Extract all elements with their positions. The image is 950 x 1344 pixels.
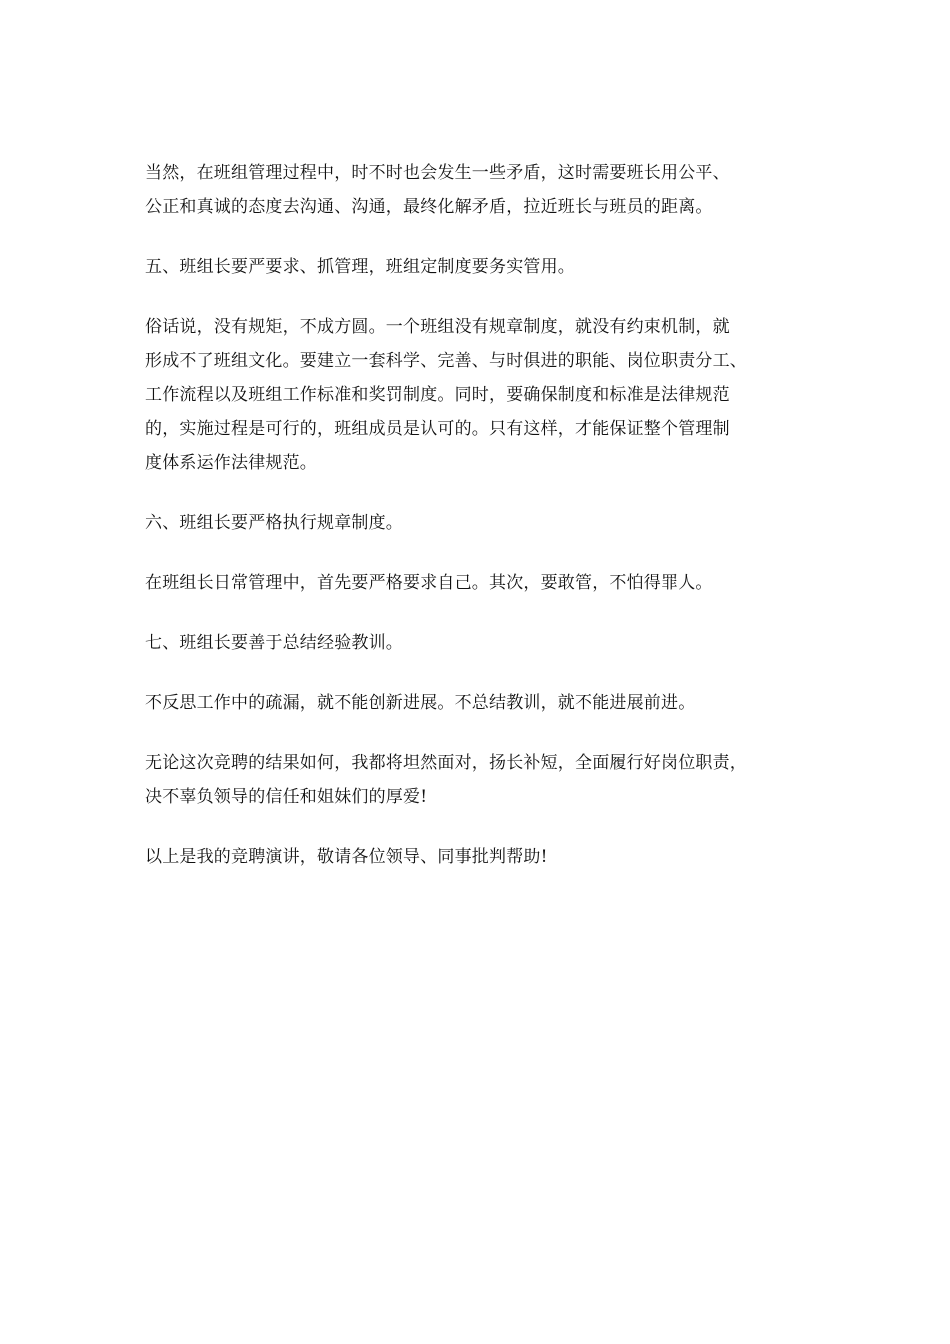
- heading-line: 六、班组长要严格执行规章制度。: [145, 513, 403, 533]
- section-heading-six: [145, 506, 825, 540]
- paragraph-closing: [145, 840, 825, 874]
- text-line: 在班组长日常管理中，首先要严格要求自己。其次，要敢管，不怕得罪人。: [145, 573, 713, 593]
- text-line: 的，实施过程是可行的，班组成员是认可的。只有这样，才能保证整个管理制: [145, 419, 730, 439]
- paragraph-commitment: [145, 746, 825, 814]
- text-line: 工作流程以及班组工作标准和奖罚制度。同时，要确保制度和标准是法律规范: [145, 385, 730, 405]
- text-line: 决不辜负领导的信任和姐妹们的厚爱!: [145, 787, 428, 807]
- paragraph-conflict-resolution: [145, 156, 825, 224]
- text-line: 当然，在班组管理过程中，时不时也会发生一些矛盾，这时需要班长用公平、: [145, 163, 730, 183]
- paragraph-reflection: [145, 686, 825, 720]
- text-line: 无论这次竞聘的结果如何，我都将坦然面对，扬长补短，全面履行好岗位职责，: [145, 753, 747, 773]
- heading-line: 五、班组长要严要求、抓管理，班组定制度要务实管用。: [145, 257, 575, 277]
- text-line: 俗话说，没有规矩，不成方圆。一个班组没有规章制度，就没有约束机制，就: [145, 317, 730, 337]
- text-line: 不反思工作中的疏漏，就不能创新进展。不总结教训，就不能进展前进。: [145, 693, 696, 713]
- paragraph-self-discipline: [145, 566, 825, 600]
- section-heading-seven: [145, 626, 825, 660]
- text-line: 度体系运作法律规范。: [145, 453, 317, 473]
- text-line: 形成不了班组文化。要建立一套科学、完善、与时俱进的职能、岗位职责分工、: [145, 351, 747, 371]
- section-heading-five: [145, 250, 825, 284]
- text-line: 以上是我的竞聘演讲，敬请各位领导、同事批判帮助!: [145, 847, 548, 867]
- heading-line: 七、班组长要善于总结经验教训。: [145, 633, 403, 653]
- text-line: 公正和真诚的态度去沟通、沟通，最终化解矛盾，拉近班长与班员的距离。: [145, 197, 713, 217]
- document-page: [145, 156, 825, 900]
- paragraph-rules: [145, 310, 825, 480]
